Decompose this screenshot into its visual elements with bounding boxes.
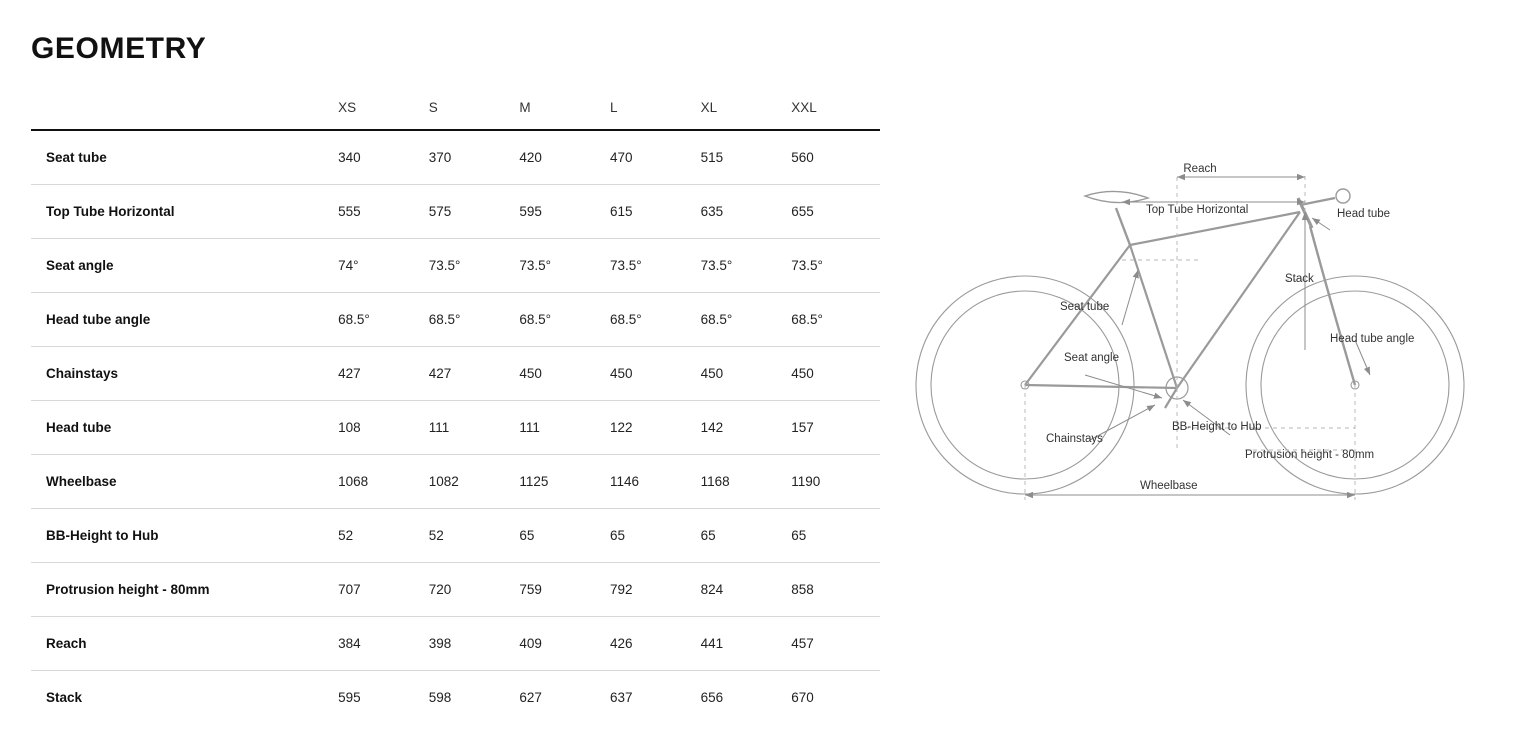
cell-value: 111 <box>517 401 608 455</box>
cell-value: 73.5° <box>789 239 880 293</box>
seat-post-line <box>1116 208 1130 245</box>
top-tube-line <box>1130 212 1300 245</box>
table-row <box>31 509 880 563</box>
cell-value: 1068 <box>336 455 427 509</box>
label-head-tube: Head tube <box>1337 208 1391 220</box>
cell-value: 595 <box>517 185 608 239</box>
cell-value: 52 <box>336 509 427 563</box>
cell-value: 157 <box>789 401 880 455</box>
cell-value: 720 <box>427 563 518 617</box>
column-header-m: M <box>517 85 608 130</box>
cell-value: 73.5° <box>608 239 699 293</box>
cell-value: 655 <box>789 185 880 239</box>
label-wheelbase: Wheelbase <box>1140 480 1198 492</box>
table-row <box>31 671 880 725</box>
cell-value: 595 <box>338 690 361 705</box>
cell-value: 73.5° <box>517 239 608 293</box>
cell-value: 142 <box>699 401 790 455</box>
cell-value: 707 <box>336 563 427 617</box>
page-title: GEOMETRY <box>31 32 207 65</box>
cell-value: 65 <box>789 509 880 563</box>
cell-value: 74° <box>336 239 427 293</box>
cell-value: 68.5° <box>336 293 427 347</box>
table-row <box>31 239 880 293</box>
row-label: Seat angle <box>31 239 336 293</box>
cell-value: 450 <box>608 347 699 401</box>
label-head-tube-angle: Head tube angle <box>1330 333 1415 345</box>
fork-line <box>1310 226 1355 385</box>
cell-value: 555 <box>336 185 427 239</box>
row-label: Reach <box>31 617 336 671</box>
table-row <box>31 563 880 617</box>
cell-value: 122 <box>608 401 699 455</box>
label-stack: Stack <box>1285 273 1314 285</box>
column-header-xl: XL <box>699 85 790 130</box>
cell-value: 427 <box>427 347 518 401</box>
label-seat-angle: Seat angle <box>1064 352 1119 364</box>
cell-value: 515 <box>699 130 790 185</box>
cell-value: 1082 <box>427 455 518 509</box>
table-row <box>31 401 880 455</box>
cell-value: 656 <box>700 690 724 705</box>
cell-value: 68.5° <box>789 293 880 347</box>
head-tube-leader <box>1312 218 1330 230</box>
cell-value: 340 <box>336 130 427 185</box>
table-row <box>31 130 880 185</box>
cell-value: 68.5° <box>427 293 518 347</box>
cell-value: 635 <box>699 185 790 239</box>
cell-value: 637 <box>610 690 633 705</box>
cell-value: 759 <box>517 563 608 617</box>
cell-value: 409 <box>517 617 608 671</box>
label-chainstays: Chainstays <box>1046 433 1103 445</box>
table-body <box>31 130 880 724</box>
table-header-row <box>31 85 880 130</box>
label-protrusion-height: Protrusion height - 80mm <box>1245 449 1375 461</box>
row-label: Stack <box>46 690 83 705</box>
cell-value: 627 <box>519 690 542 705</box>
cell-value: 450 <box>517 347 608 401</box>
label-reach: Reach <box>1183 163 1217 175</box>
cell-value: 615 <box>608 185 699 239</box>
table-row <box>31 455 880 509</box>
cell-value: 68.5° <box>699 293 790 347</box>
saddle <box>1085 191 1148 202</box>
cell-value: 370 <box>427 130 518 185</box>
cell-value: 457 <box>789 617 880 671</box>
cell-value: 1146 <box>608 455 699 509</box>
cell-value: 470 <box>608 130 699 185</box>
cell-value: 560 <box>789 130 880 185</box>
table-row <box>31 185 880 239</box>
cell-value: 420 <box>517 130 608 185</box>
row-label: Wheelbase <box>31 455 336 509</box>
row-label: Head tube angle <box>31 293 336 347</box>
row-label: Seat tube <box>31 130 336 185</box>
cell-value: 792 <box>608 563 699 617</box>
cell-value: 73.5° <box>427 239 518 293</box>
bike-geometry-diagram <box>900 150 1530 550</box>
table-row <box>31 293 880 347</box>
column-header-xs: XS <box>336 85 427 130</box>
cell-value: 52 <box>427 509 518 563</box>
table-row <box>31 617 880 671</box>
seatstay-line <box>1025 245 1130 385</box>
head-angle-leader <box>1355 340 1370 375</box>
table-header <box>31 85 880 130</box>
cell-value: 824 <box>699 563 790 617</box>
cell-value: 450 <box>699 347 790 401</box>
cell-value: 108 <box>336 401 427 455</box>
row-label: Top Tube Horizontal <box>31 185 336 239</box>
cell-value: 670 <box>791 690 814 705</box>
cell-value: 398 <box>427 617 518 671</box>
row-label: Chainstays <box>31 347 336 401</box>
cell-value: 68.5° <box>517 293 608 347</box>
seat-tube-dimension <box>1122 270 1138 325</box>
cell-value: 73.5° <box>699 239 790 293</box>
label-seat-tube: Seat tube <box>1060 301 1110 313</box>
cell-value: 858 <box>789 563 880 617</box>
row-label: Head tube <box>31 401 336 455</box>
cell-value: 441 <box>699 617 790 671</box>
geometry-table-container <box>31 85 880 724</box>
row-label: BB-Height to Hub <box>31 509 336 563</box>
cell-value: 598 <box>428 690 452 705</box>
handlebar <box>1336 189 1350 203</box>
label-top-tube-horizontal: Top Tube Horizontal <box>1146 204 1249 216</box>
seat-tube-line <box>1130 245 1177 388</box>
chainstay-line <box>1025 385 1177 388</box>
column-header-measure <box>31 85 336 130</box>
cell-value: 426 <box>608 617 699 671</box>
cell-value: 384 <box>336 617 427 671</box>
cell-value: 65 <box>699 509 790 563</box>
cell-value: 65 <box>517 509 608 563</box>
down-tube-line <box>1177 212 1300 388</box>
column-header-xxl: XXL <box>789 85 880 130</box>
cell-value: 427 <box>336 347 427 401</box>
column-header-s: S <box>427 85 518 130</box>
table-row <box>31 347 880 401</box>
column-header-l: L <box>608 85 699 130</box>
cell-value: 65 <box>608 509 699 563</box>
row-label: Protrusion height - 80mm <box>31 563 336 617</box>
cell-value: 68.5° <box>608 293 699 347</box>
cell-value: 111 <box>427 401 518 455</box>
cell-value: 450 <box>789 347 880 401</box>
cell-value: 1190 <box>789 455 880 509</box>
cell-value: 1125 <box>517 455 608 509</box>
cell-value: 1168 <box>699 455 790 509</box>
geometry-table <box>31 85 880 724</box>
cell-value: 575 <box>427 185 518 239</box>
label-bb-height-to-hub: BB-Height to Hub <box>1172 421 1262 433</box>
